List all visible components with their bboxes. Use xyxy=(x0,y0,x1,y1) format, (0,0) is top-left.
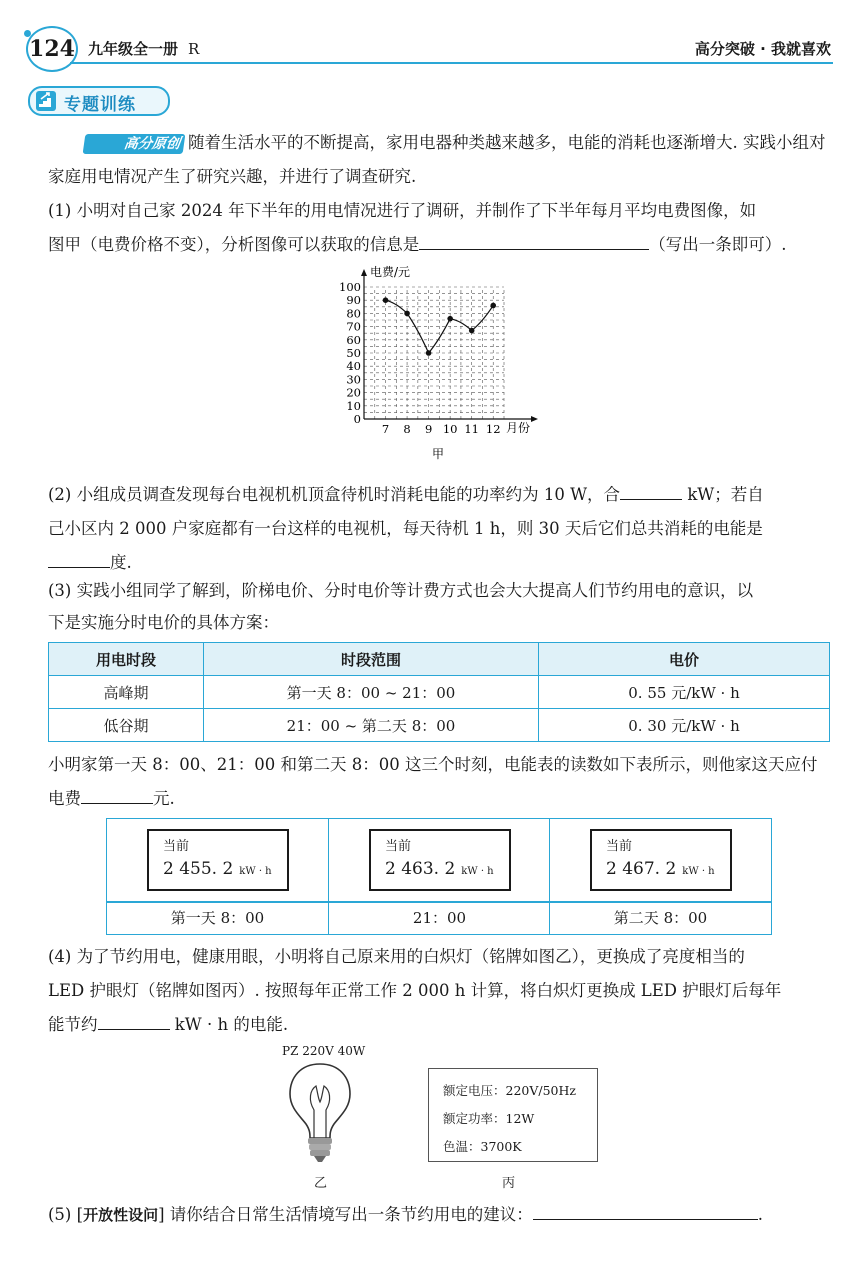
q2-energy-blank[interactable] xyxy=(48,547,110,568)
q3-after-line2: 电费 元. xyxy=(48,782,830,816)
chart-caption: 甲 xyxy=(432,447,445,461)
q4-line3: 能节约 kW · h 的电能. xyxy=(48,1008,830,1042)
y-tick-label: 40 xyxy=(346,359,361,374)
chart-x-axis-label: 月份 xyxy=(506,421,531,435)
meter-display: 当前 2 463. 2 kW · h xyxy=(369,829,511,891)
meter-time: 第一天 8：00 xyxy=(170,909,265,927)
x-tick-label: 7 xyxy=(381,422,390,436)
y-tick-label: 100 xyxy=(339,280,361,294)
meter-column xyxy=(549,819,771,934)
q3-line2: 下是实施分时电价的具体方案： xyxy=(48,613,279,632)
x-tick-label: 11 xyxy=(464,422,480,436)
meter-column xyxy=(328,819,550,934)
led-caption: 丙 xyxy=(502,1176,516,1191)
header-slogan: 高分突破 · 我就喜欢 xyxy=(694,40,831,58)
y-tick-label: 60 xyxy=(346,332,361,347)
led-spec-line: 额定电压：220V/50Hz xyxy=(443,1083,576,1098)
incandescent-bulb-icon xyxy=(284,1060,356,1164)
electricity-fee-chart xyxy=(330,262,550,467)
led-nameplate xyxy=(428,1068,598,1162)
page-number: 124 xyxy=(26,26,78,72)
q3-line1: (3) 实践小组同学了解到，阶梯电价、分时电价等计费方式也会大大提高人们节约用电的意识，以 xyxy=(48,581,754,600)
bulb-nameplate: PZ 220V 40W xyxy=(282,1044,366,1058)
led-spec-line: 额定功率：12W xyxy=(443,1111,535,1126)
chart-y-axis-label: 电费/元 xyxy=(370,265,411,279)
time-of-use-table xyxy=(48,642,830,742)
y-axis-arrow xyxy=(361,269,367,276)
x-tick-label: 10 xyxy=(442,422,458,436)
data-point xyxy=(490,303,496,309)
bulb-caption: 乙 xyxy=(314,1176,328,1191)
chart-grid xyxy=(364,287,504,419)
original-badge: 高分原创 xyxy=(83,134,186,154)
q1-line1: (1) 小明对自己家 2024 年下半年的用电情况进行了调研，并制作了下半年每月平均电费图像，如 xyxy=(48,201,757,220)
intro-paragraph xyxy=(48,126,830,194)
section-title: 专题训练 xyxy=(64,95,136,115)
q3-fee-blank[interactable] xyxy=(81,783,153,804)
meter-column xyxy=(107,819,328,934)
data-point xyxy=(426,350,432,356)
x-axis-arrow xyxy=(531,416,538,422)
table-row: 低谷期 21：00 ~ 第二天 8：00 0. 30 元/kW · h xyxy=(49,709,830,742)
q2-line2: 己小区内 2 000 户家庭都有一台这样的电视机，每天待机 1 h，则 30 天后它们总共消耗的电能是 xyxy=(48,519,763,538)
y-tick-label: 90 xyxy=(346,293,361,308)
x-tick-label: 8 xyxy=(403,422,411,436)
y-tick-label: 20 xyxy=(346,385,361,400)
q4-line2: LED 护眼灯（铭牌如图丙）. 按照每年正常工作 2 000 h 计算，将白炽灯更换成 LED 护眼灯后每年 xyxy=(48,981,782,1000)
meter-time: 21：00 xyxy=(412,909,467,927)
meter-display: 当前 2 455. 2 kW · h xyxy=(147,829,289,891)
edition-label: R xyxy=(188,40,200,58)
y-tick-label: 70 xyxy=(346,319,361,334)
data-point xyxy=(404,311,410,317)
table-header: 用电时段 xyxy=(49,643,204,676)
meter-readings-table xyxy=(106,818,772,935)
y-tick-label: 50 xyxy=(346,346,361,360)
q5-line: (5) [开放性设问] 请你结合日常生活情境写出一条节约用电的建议： . xyxy=(48,1198,830,1232)
stairs-arrow-icon xyxy=(35,90,57,112)
table-header: 电价 xyxy=(539,643,830,676)
book-title: 九年级全一册 R xyxy=(88,40,200,58)
q2-line3: 度. xyxy=(48,546,830,580)
q2-line1: (2) 小组成员调查发现每台电视机机顶盒待机时消耗电能的功率约为 10 W，合 kW；若自 xyxy=(48,478,830,512)
section-title-tag xyxy=(28,86,170,116)
q3-after-line1: 小明家第一天 8：00、21：00 和第二天 8：00 这三个时刻，电能表的读数如下表所示，则他家这天应付 xyxy=(48,755,818,774)
q4-line1: (4) 为了节约用电，健康用眼，小明将自己原来用的白炽灯（铭牌如图乙），更换成了亮度相当的 xyxy=(48,947,745,966)
q1-answer-blank[interactable] xyxy=(419,229,649,250)
data-point xyxy=(383,297,389,303)
table-row: 高峰期 第一天 8：00 ~ 21：00 0. 55 元/kW · h xyxy=(49,676,830,709)
intro-text: 随着生活水平的不断提高，家用电器种类越来越多，电能的消耗也逐渐增大. 实践小组对家庭用电情况产生了研究兴趣，并进行了调查研究. xyxy=(48,133,826,186)
meter-time: 第二天 8：00 xyxy=(613,909,708,927)
y-tick-label: 0 xyxy=(353,412,361,426)
y-tick-label: 10 xyxy=(346,398,361,413)
q5-answer-blank[interactable] xyxy=(533,1199,758,1220)
meter-display: 当前 2 467. 2 kW · h xyxy=(590,829,732,891)
table-header: 时段范围 xyxy=(204,643,539,676)
y-tick-label: 30 xyxy=(346,372,361,387)
open-question-tag: 开放性设问 xyxy=(83,1206,159,1224)
q2-kw-blank[interactable] xyxy=(620,479,682,500)
q4-energy-blank[interactable] xyxy=(98,1009,170,1030)
header-divider xyxy=(70,62,833,64)
y-tick-label: 80 xyxy=(346,306,361,321)
x-tick-label: 12 xyxy=(485,422,501,436)
led-spec-line: 色温：3700K xyxy=(443,1139,522,1154)
data-point xyxy=(469,328,475,334)
data-point xyxy=(447,316,453,322)
x-tick-label: 9 xyxy=(424,422,433,436)
q1-line2: 图甲（电费价格不变），分析图像可以获取的信息是 （写出一条即可）. xyxy=(48,228,830,262)
